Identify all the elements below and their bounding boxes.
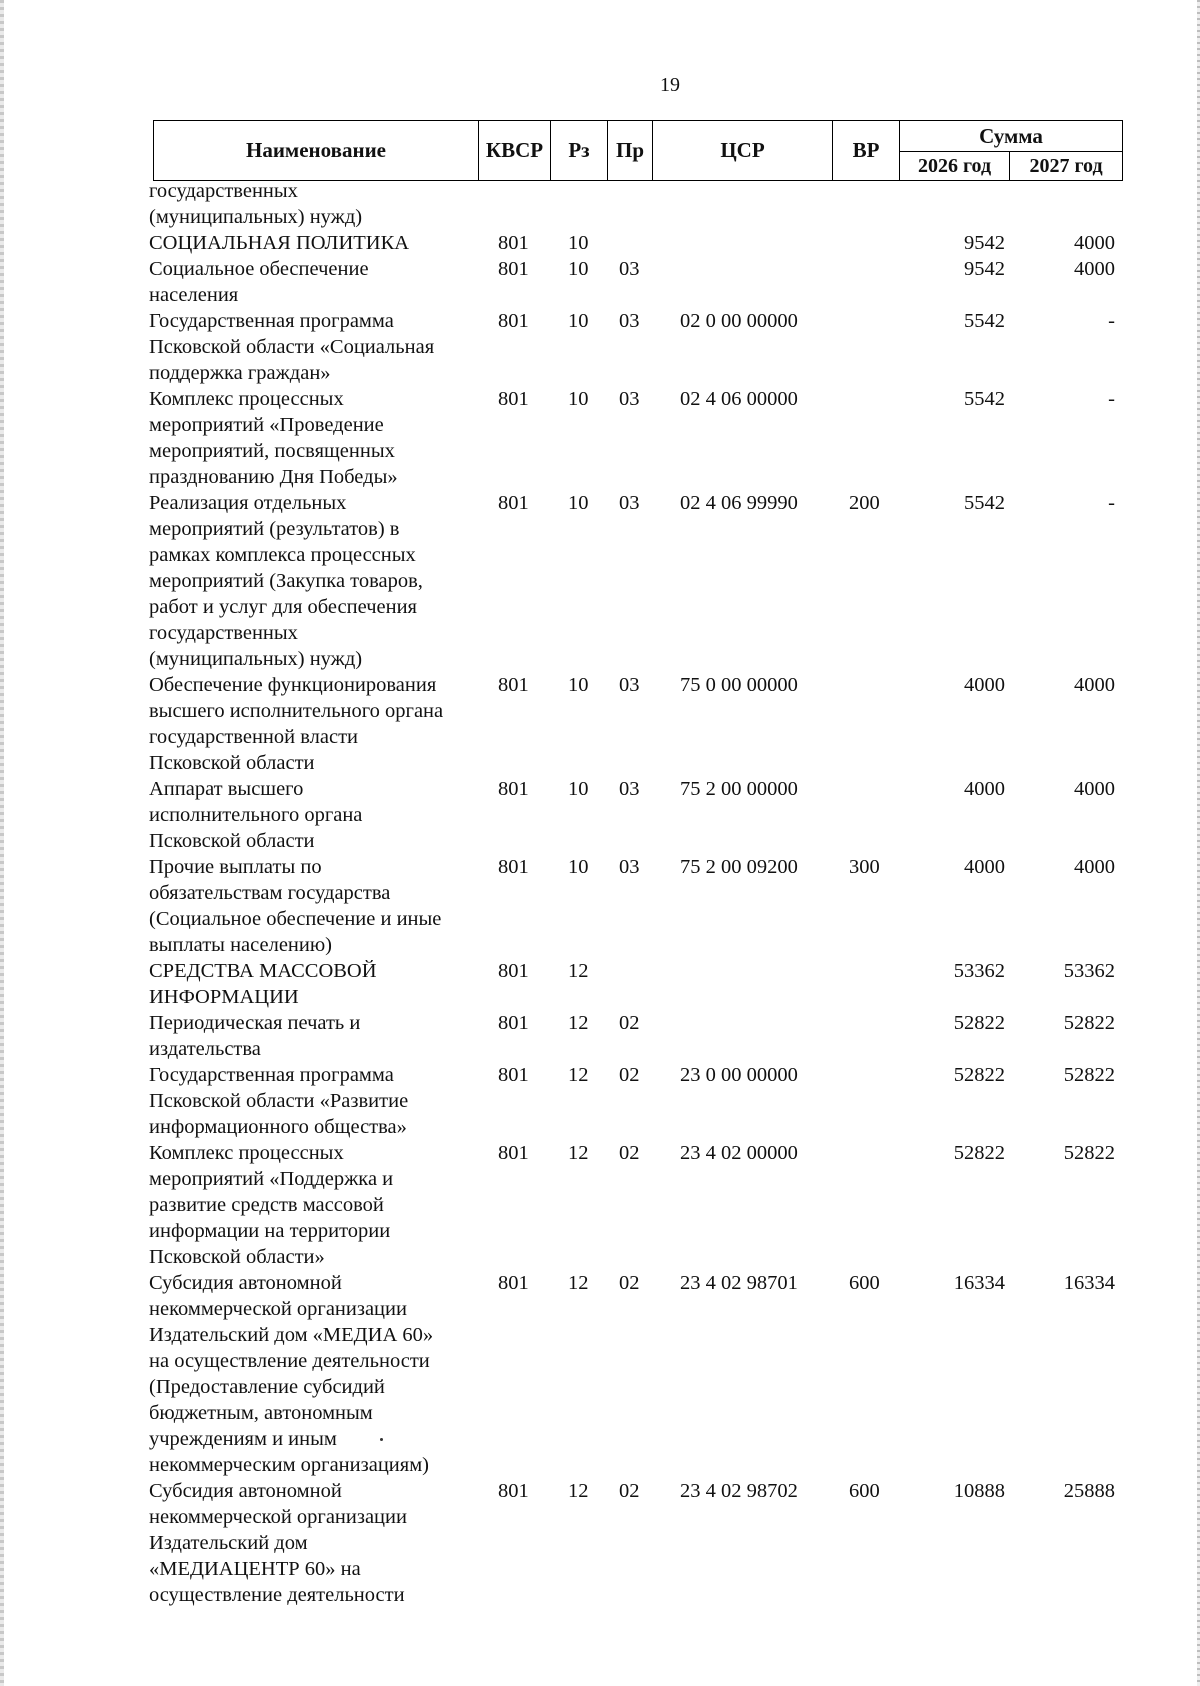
row-csr: 02 4 06 00000	[680, 388, 798, 410]
row-name-line: Псковской области «Развитие	[149, 1090, 409, 1112]
row-name	[149, 386, 469, 490]
row-rz: 10	[568, 856, 589, 878]
row-sum-2027: 4000	[1074, 258, 1115, 280]
row-vr: 300	[849, 856, 880, 878]
header-vr: ВР	[833, 121, 900, 180]
row-name-line: мероприятий «Поддержка и	[149, 1168, 394, 1190]
row-pr: 03	[619, 258, 640, 280]
row-name-line: ИНФОРМАЦИИ	[149, 986, 299, 1008]
row-kvsr: 801	[498, 1142, 529, 1164]
row-kvsr: 801	[498, 1064, 529, 1086]
row-name-line: Псковской области	[149, 752, 315, 774]
row-name-line: издательства	[149, 1038, 261, 1060]
row-name	[149, 230, 469, 256]
row-pr: 02	[619, 1480, 640, 1502]
row-sum-2026: 4000	[964, 674, 1005, 696]
row-name-line: Реализация отдельных	[149, 492, 347, 514]
table-body	[0, 178, 1200, 1608]
row-sum-2027: 52822	[1063, 1012, 1115, 1034]
table-row	[0, 230, 1200, 256]
row-sum-2027: -	[1108, 492, 1115, 514]
row-sum-2026: 9542	[964, 232, 1005, 254]
row-rz: 10	[568, 492, 589, 514]
row-sum-2026: 5542	[964, 388, 1005, 410]
row-pr: 03	[619, 310, 640, 332]
table-header	[153, 120, 1123, 181]
row-rz: 12	[568, 1012, 589, 1034]
row-name	[149, 490, 469, 672]
row-name-line: рамках комплекса процессных	[149, 544, 416, 566]
row-rz: 10	[568, 232, 589, 254]
row-pr: 03	[619, 778, 640, 800]
row-rz: 10	[568, 674, 589, 696]
row-name	[149, 178, 469, 230]
header-name: Наименование	[154, 121, 479, 180]
row-csr: 02 4 06 99990	[680, 492, 798, 514]
row-name-line: Социальное обеспечение	[149, 258, 369, 280]
row-sum-2026: 52822	[953, 1012, 1005, 1034]
row-name-line: работ и услуг для обеспечения	[149, 596, 417, 618]
row-kvsr: 801	[498, 674, 529, 696]
row-name-line: мероприятий «Проведение	[149, 414, 384, 436]
row-sum-2027: 52822	[1063, 1142, 1115, 1164]
row-name-line: некоммерческим организациям)	[149, 1454, 429, 1476]
row-csr: 23 4 02 00000	[680, 1142, 798, 1164]
row-name	[149, 308, 469, 386]
row-name-line: (Предоставление субсидий	[149, 1376, 385, 1398]
row-name-line: (муниципальных) нужд)	[149, 648, 363, 670]
row-sum-2027: 25888	[1063, 1480, 1115, 1502]
row-sum-2026: 5542	[964, 492, 1005, 514]
row-name	[149, 854, 469, 958]
row-sum-2026: 5542	[964, 310, 1005, 332]
row-name	[149, 1062, 469, 1140]
row-rz: 12	[568, 1064, 589, 1086]
row-rz: 10	[568, 258, 589, 280]
page-number: 19	[660, 74, 680, 96]
row-kvsr: 801	[498, 388, 529, 410]
row-sum-2026: 4000	[964, 778, 1005, 800]
table-row	[0, 776, 1200, 854]
row-name-line: Государственная программа	[149, 310, 394, 332]
row-name-line: развитие средств массовой	[149, 1194, 384, 1216]
row-rz: 12	[568, 1142, 589, 1164]
row-csr: 23 4 02 98701	[680, 1272, 798, 1294]
table-row	[0, 178, 1200, 230]
row-sum-2027: 16334	[1063, 1272, 1115, 1294]
row-pr: 03	[619, 674, 640, 696]
scan-speck	[380, 1438, 383, 1441]
row-vr: 200	[849, 492, 880, 514]
row-name-line: Псковской области»	[149, 1246, 325, 1268]
header-kvsr: КВСР	[479, 121, 551, 180]
row-name-line: (Социальное обеспечение и иные	[149, 908, 442, 930]
row-name-line: учреждениям и иным	[149, 1428, 337, 1450]
row-name-line: Государственная программа	[149, 1064, 394, 1086]
row-name	[149, 1010, 469, 1062]
row-sum-2027: 52822	[1063, 1064, 1115, 1086]
row-name-line: государственных	[149, 180, 298, 202]
row-name-line: бюджетным, автономным	[149, 1402, 373, 1424]
header-sum: Сумма	[900, 121, 1122, 152]
row-rz: 10	[568, 778, 589, 800]
row-pr: 03	[619, 388, 640, 410]
row-name-line: выплаты населению)	[149, 934, 333, 956]
row-name-line: Комплекс процессных	[149, 1142, 344, 1164]
row-kvsr: 801	[498, 778, 529, 800]
row-vr: 600	[849, 1480, 880, 1502]
row-name	[149, 1270, 469, 1478]
row-name	[149, 672, 469, 776]
row-pr: 03	[619, 492, 640, 514]
row-name-line: государственной власти	[149, 726, 358, 748]
row-name-line: информационного общества»	[149, 1116, 407, 1138]
row-name	[149, 1478, 469, 1608]
row-name	[149, 776, 469, 854]
row-sum-2027: 4000	[1074, 232, 1115, 254]
row-rz: 12	[568, 1272, 589, 1294]
table-row	[0, 1062, 1200, 1140]
row-kvsr: 801	[498, 258, 529, 280]
row-name-line: некоммерческой организации	[149, 1506, 407, 1528]
row-kvsr: 801	[498, 960, 529, 982]
row-name-line: мероприятий (результатов) в	[149, 518, 400, 540]
table-row	[0, 854, 1200, 958]
row-kvsr: 801	[498, 492, 529, 514]
row-name-line: Псковской области	[149, 830, 315, 852]
row-vr: 600	[849, 1272, 880, 1294]
row-sum-2027: 53362	[1063, 960, 1115, 982]
row-name-line: информации на территории	[149, 1220, 391, 1242]
table-row	[0, 308, 1200, 386]
table-row	[0, 958, 1200, 1010]
row-name-line: СОЦИАЛЬНАЯ ПОЛИТИКА	[149, 232, 410, 254]
row-pr: 02	[619, 1272, 640, 1294]
row-sum-2026: 52822	[953, 1064, 1005, 1086]
row-name-line: некоммерческой организации	[149, 1298, 407, 1320]
row-name-line: (муниципальных) нужд)	[149, 206, 363, 228]
row-sum-2026: 52822	[953, 1142, 1005, 1164]
table-row	[0, 490, 1200, 672]
row-rz: 10	[568, 310, 589, 332]
table-row	[0, 386, 1200, 490]
row-name-line: СРЕДСТВА МАССОВОЙ	[149, 960, 377, 982]
header-rz: Рз	[551, 121, 608, 180]
row-sum-2026: 9542	[964, 258, 1005, 280]
row-csr: 23 0 00 00000	[680, 1064, 798, 1086]
table-row	[0, 1478, 1200, 1608]
row-rz: 12	[568, 960, 589, 982]
row-sum-2026: 53362	[953, 960, 1005, 982]
row-sum-2026: 10888	[953, 1480, 1005, 1502]
row-name-line: Обеспечение функционирования	[149, 674, 437, 696]
row-kvsr: 801	[498, 856, 529, 878]
row-sum-2027: 4000	[1074, 674, 1115, 696]
row-name	[149, 256, 469, 308]
row-pr: 02	[619, 1064, 640, 1086]
row-csr: 75 0 00 00000	[680, 674, 798, 696]
row-name-line: высшего исполнительного органа	[149, 700, 444, 722]
row-name-line: Издательский дом «МЕДИА 60»	[149, 1324, 434, 1346]
header-sum-group	[900, 121, 1122, 180]
header-pr: Пр	[608, 121, 653, 180]
row-name-line: Издательский дом	[149, 1532, 308, 1554]
row-sum-2027: 4000	[1074, 778, 1115, 800]
table-row	[0, 1270, 1200, 1478]
row-name-line: поддержка граждан»	[149, 362, 331, 384]
row-name-line: мероприятий, посвященных	[149, 440, 395, 462]
row-kvsr: 801	[498, 1480, 529, 1502]
table-row	[0, 1010, 1200, 1062]
row-name	[149, 958, 469, 1010]
row-kvsr: 801	[498, 232, 529, 254]
row-kvsr: 801	[498, 310, 529, 332]
row-sum-2026: 16334	[953, 1272, 1005, 1294]
row-pr: 02	[619, 1142, 640, 1164]
row-csr: 75 2 00 09200	[680, 856, 798, 878]
row-name-line: Прочие выплаты по	[149, 856, 322, 878]
table-row	[0, 672, 1200, 776]
row-name-line: Субсидия автономной	[149, 1480, 342, 1502]
row-name-line: населения	[149, 284, 239, 306]
row-sum-2026: 4000	[964, 856, 1005, 878]
row-name-line: Псковской области «Социальная	[149, 336, 435, 358]
row-name-line: Аппарат высшего	[149, 778, 304, 800]
row-name-line: мероприятий (Закупка товаров,	[149, 570, 423, 592]
row-kvsr: 801	[498, 1272, 529, 1294]
row-kvsr: 801	[498, 1012, 529, 1034]
row-name-line: обязательствам государства	[149, 882, 391, 904]
row-name-line: исполнительного органа	[149, 804, 363, 826]
table-row	[0, 256, 1200, 308]
table-row	[0, 1140, 1200, 1270]
row-name-line: на осуществление деятельности	[149, 1350, 430, 1372]
row-rz: 12	[568, 1480, 589, 1502]
header-year-2026: 2026 год	[900, 152, 1010, 180]
row-name-line: Субсидия автономной	[149, 1272, 342, 1294]
row-name-line: государственных	[149, 622, 298, 644]
row-sum-2027: 4000	[1074, 856, 1115, 878]
row-name-line: празднованию Дня Победы»	[149, 466, 398, 488]
row-csr: 02 0 00 00000	[680, 310, 798, 332]
row-csr: 23 4 02 98702	[680, 1480, 798, 1502]
row-pr: 03	[619, 856, 640, 878]
header-year-2027: 2027 год	[1029, 154, 1103, 177]
header-csr: ЦСР	[653, 121, 833, 180]
row-csr: 75 2 00 00000	[680, 778, 798, 800]
row-rz: 10	[568, 388, 589, 410]
row-name-line: осуществление деятельности	[149, 1584, 405, 1606]
row-name	[149, 1140, 469, 1270]
row-name-line: «МЕДИАЦЕНТР 60» на	[149, 1558, 361, 1580]
row-name-line: Периодическая печать и	[149, 1012, 361, 1034]
row-sum-2027: -	[1108, 388, 1115, 410]
row-sum-2027: -	[1108, 310, 1115, 332]
row-pr: 02	[619, 1012, 640, 1034]
row-name-line: Комплекс процессных	[149, 388, 344, 410]
